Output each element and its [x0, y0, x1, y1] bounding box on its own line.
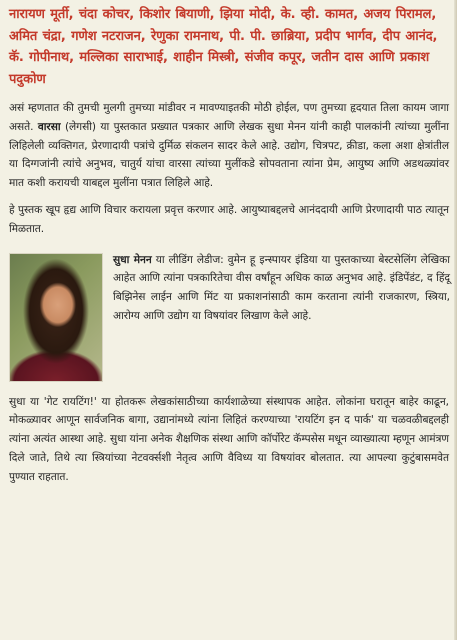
author-bio	[113, 251, 450, 327]
author-photo	[9, 253, 103, 382]
author-bio-text: या लीडिंग लेडीज: वुमेन हू इन्स्पायर इंडिया या पुस्तकाच्या बेस्टसेलिंग लेखिका आहेत आणि त्यांना पत्रकारितेचा वीस वर्षांहून अधिक काळ अनुभव आहे. इंडिपेंडंट, द हिंदू बिझिनेस लाईन आणि मिंट या प्रकाशनांसाठी काम करताना त्यांनी राजकारण, स्त्रिया, आरोग्य आणि उद्योग या विषयांवर लिखाण केले आहे.	[113, 253, 450, 323]
author-section	[9, 253, 449, 393]
intro-text-1: असं म्हणतात की तुमची मुलगी तुमच्या मांडीवर न मावण्याइतकी मोठी होईल, पण तुमच्या हृदयात तिला कायम जागा असते.	[9, 102, 449, 133]
author-name: सुधा मेनन	[113, 253, 152, 266]
summary-paragraph: हे पुस्तक खूप हृद्य आणि विचार करायला प्रवृत्त करणार आहे. आयुष्याबद्दलचे आनंददायी आणि प्रेरणादायी पाठ त्यातून मिळतात.	[9, 203, 449, 235]
contributor-names: नारायण मूर्ती, चंदा कोचर, किशोर बियाणी, झिया मोदी, के. व्ही. कामत, अजय पिरामल, अमित चंद्रा, गणेश नटराजन, रेणुका रामनाथ, पी. पी. छाब्रिया, प्रदीप भार्गव, दीप आनंद, कॅ. गोपीनाथ, मल्लिका साराभाई, शाहीन मिस्त्री, संजीव कपूर, जतीन दास आणि प्रकाश पदुकोण	[9, 7, 438, 87]
intro-text-2: (लेगसी) या पुस्तकात प्रख्यात पत्रकार आणि लेखक सुधा मेनन यांनी काही पालकांनी त्यांच्या मुलींना लिहिलेली व्यक्तिगत, प्रेरणादायी पत्रांचे दुर्मिळ संकलन सादर केले आहे. उद्योग, चित्रपट, क्रीडा, कला अशा क्षेत्रांतील या दिग्गजांनी त्यांचे अनुभव, चातुर्य यांचा वारसा त्यांच्या मुलींकडे सोपवताना त्यांना प्रेम, आयुष्य आणि अडथळ्यांवर मात कशी करायची याबद्दल मुलींना पत्रात लिहिले आहे.	[9, 120, 450, 190]
author-closing-paragraph: सुधा या 'गेट रायटिंग!' या होतकरू लेखकांसाठीच्या कार्यशाळेच्या संस्थापक आहेत. लोकांना घरातून बाहेर काढून, मोकळ्यावर आणून सार्वजनिक बागा, उद्यानांमध्ये त्यांना लिहितं करण्याच्या 'रायटिंग इन द पार्क' या चळवळीबद्दलही त्यांना अत्यंत आस्था आहे. सुधा यांना अनेक शैक्षणिक संस्था आणि कॉर्पोरेट कॅम्पसेस मधून व्याख्यात्या म्हणून आमंत्रण दिले जाते, तिथे त्या स्त्रियांच्या नेटवर्क्सशी नेतृत्व आणि वैविध्य या विषयांवर बोलतात. त्या आपल्या कुटुंबासमवेत पुण्यात राहतात.	[9, 395, 449, 484]
intro-paragraph	[9, 99, 449, 193]
book-title-bold: वारसा	[37, 120, 61, 133]
